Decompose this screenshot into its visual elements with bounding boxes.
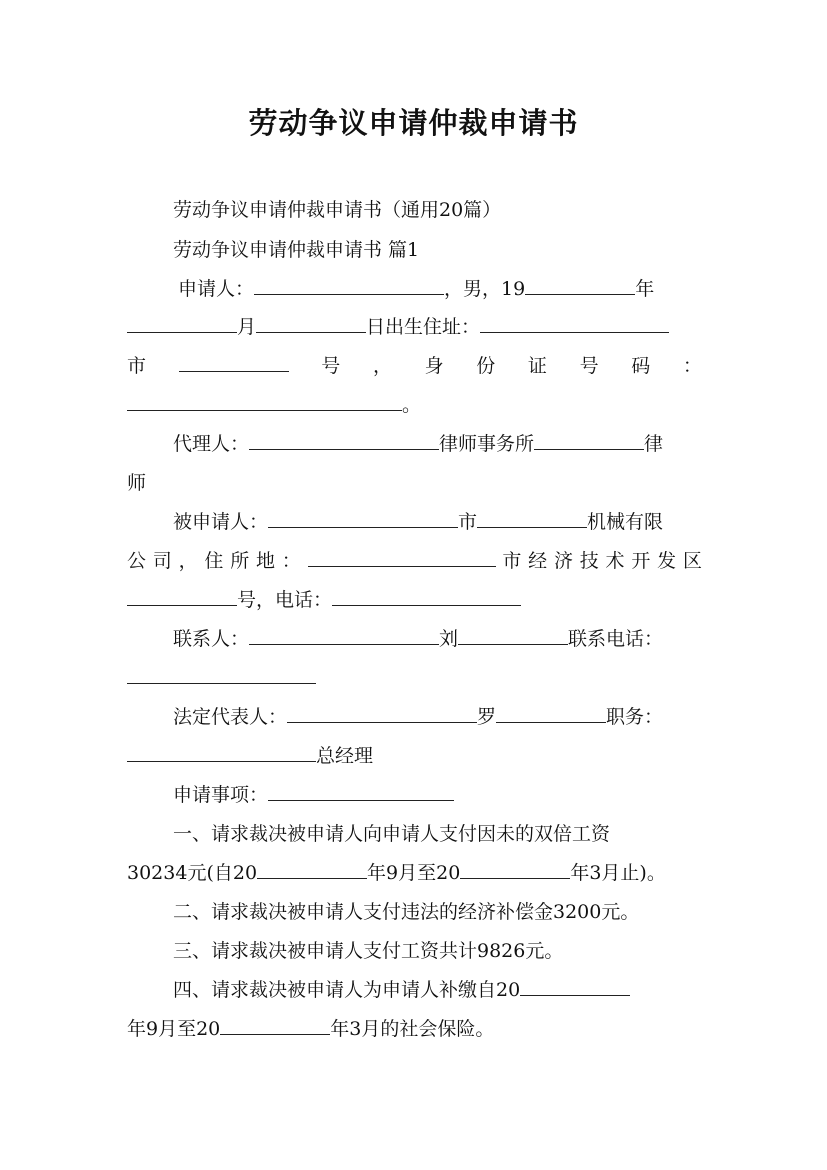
contact-line-1 [173, 626, 702, 652]
position-value: 总经理 [316, 745, 374, 767]
char: 公 [127, 550, 147, 572]
legal-rep-surname: 罗 [477, 706, 497, 728]
claim-item-1-line-2 [127, 860, 727, 886]
phone-label: 号，电话： [237, 589, 333, 611]
claim-item-1-line-1: 一、请求裁决被申请人向申请人支付因未的双倍工资 [173, 823, 611, 845]
section-heading: 劳动争议申请仲裁申请书 篇1 [173, 239, 420, 261]
char: 开 [631, 550, 651, 572]
applicant-line-3 [127, 353, 702, 379]
char: 所 [230, 550, 250, 572]
char: ， [178, 550, 198, 572]
contact-phone-label: 联系电话： [568, 628, 664, 650]
applicant-label: 申请人： [178, 278, 255, 300]
char: 份 [476, 355, 496, 377]
applicant-line-2 [127, 314, 702, 340]
blank-field [127, 587, 237, 606]
blank-field [268, 509, 458, 528]
agent-line-1 [173, 431, 702, 457]
respondent-line-3 [127, 587, 702, 613]
contact-label: 联系人： [173, 628, 250, 650]
char: ， [372, 355, 392, 377]
char: 术 [605, 550, 625, 572]
char: 区 [682, 550, 702, 572]
blank-field [127, 665, 316, 684]
claim-item-4-part-b: 年9月至20 [127, 1018, 221, 1040]
claim-item-1-part-b: 年9月至20 [367, 862, 461, 884]
char: 发 [657, 550, 677, 572]
blank-field [127, 392, 402, 411]
claim-item-1-part-a: 30234元(自20 [127, 862, 258, 884]
blank-field [179, 353, 289, 372]
blank-field [496, 704, 606, 723]
blank-field [127, 743, 316, 762]
char: 济 [553, 550, 573, 572]
char: 证 [527, 355, 547, 377]
respondent-line-1 [173, 509, 702, 535]
blank-field [480, 314, 669, 333]
contact-surname: 刘 [439, 628, 459, 650]
lawyer-label: 律 [644, 433, 664, 455]
claims-heading [173, 782, 702, 808]
blank-field [220, 1016, 330, 1035]
year-suffix: 年 [635, 278, 655, 300]
blank-field [534, 431, 644, 450]
legal-rep-line-2 [127, 743, 702, 769]
blank-field [460, 860, 570, 879]
blank-field [520, 977, 630, 996]
char: 市 [127, 355, 147, 377]
blank-field [249, 626, 439, 645]
blank-field [332, 587, 521, 606]
blank-field [477, 509, 587, 528]
char: ： [682, 355, 702, 377]
blank-field [525, 276, 635, 295]
agent-line-2: 师 [127, 472, 147, 494]
claim-item-4-line-2 [127, 1016, 702, 1042]
char: 身 [424, 355, 444, 377]
char: ： [281, 550, 301, 572]
law-firm-label: 律师事务所 [439, 433, 535, 455]
blank-field [287, 704, 477, 723]
blank-field [254, 276, 444, 295]
respondent-line-2 [127, 548, 702, 574]
month-suffix: 月 [237, 316, 257, 338]
period: 。 [402, 394, 422, 416]
char: 市 [502, 550, 522, 572]
document-subtitle: 劳动争议申请仲裁申请书（通用20篇） [173, 199, 502, 221]
legal-rep-line-1 [173, 704, 702, 730]
position-label: 职务： [606, 706, 664, 728]
applicant-line-4 [127, 392, 702, 418]
legal-rep-label: 法定代表人： [173, 706, 288, 728]
char: 司 [152, 550, 172, 572]
blank-field [249, 431, 439, 450]
claim-item-4-line-1 [173, 977, 702, 1003]
blank-field [268, 782, 454, 801]
char: 码 [631, 355, 651, 377]
contact-line-2 [127, 665, 702, 691]
birth-address-label: 日出生住址： [366, 316, 481, 338]
char: 地 [255, 550, 275, 572]
company-label: 机械有限 [587, 511, 664, 533]
claim-item-4-part-c: 年3月的社会保险。 [330, 1018, 495, 1040]
blank-field [458, 626, 568, 645]
applicant-gender-year: ，男，19 [444, 278, 526, 300]
blank-field [256, 314, 366, 333]
char: 住 [204, 550, 224, 572]
char: 技 [579, 550, 599, 572]
blank-field [127, 314, 237, 333]
applicant-line-1 [178, 276, 702, 302]
char: 号 [321, 355, 341, 377]
agent-label: 代理人： [173, 433, 250, 455]
claim-item-4-part-a: 四、请求裁决被申请人为申请人补缴自20 [173, 979, 521, 1001]
blank-field [257, 860, 367, 879]
respondent-label: 被申请人： [173, 511, 269, 533]
claim-item-2: 二、请求裁决被申请人支付违法的经济补偿金3200元。 [173, 901, 640, 923]
claim-item-3: 三、请求裁决被申请人支付工资共计9826元。 [173, 940, 564, 962]
city-label: 市 [458, 511, 478, 533]
claim-item-1-part-c: 年3月止)。 [570, 862, 666, 884]
blank-field [308, 548, 496, 567]
document-title: 劳动争议申请仲裁申请书 [248, 106, 579, 140]
char: 经 [528, 550, 548, 572]
claims-label: 申请事项： [173, 784, 269, 806]
char: 号 [579, 355, 599, 377]
